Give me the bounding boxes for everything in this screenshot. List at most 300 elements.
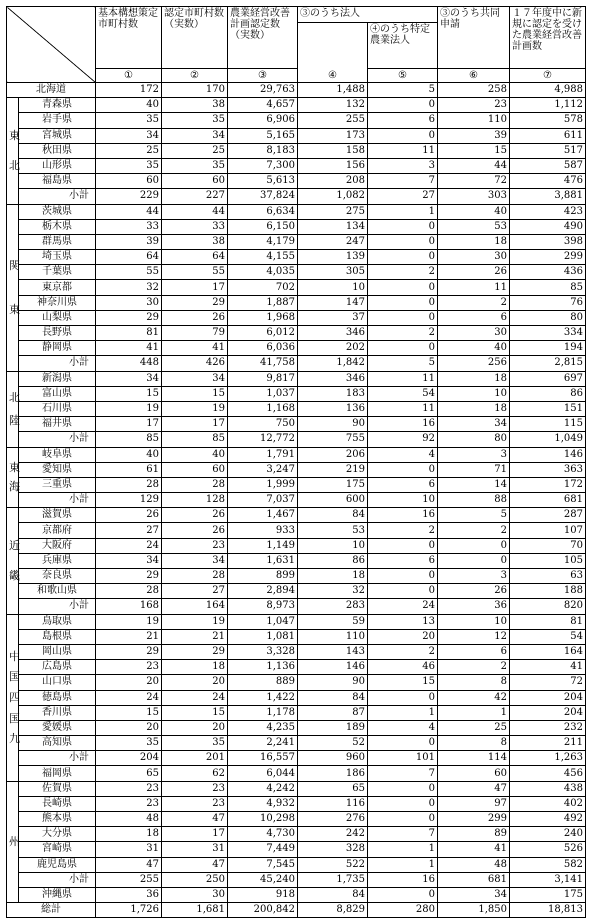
cell-col-4: 84 <box>298 887 368 902</box>
cell-col-2: 17 <box>162 280 228 295</box>
cell-col-2: 28 <box>162 569 228 584</box>
cell-col-4: 65 <box>298 781 368 796</box>
cell-col-6: 44 <box>438 158 510 173</box>
cell-col-7: 423 <box>510 204 586 219</box>
cell-col-1: 18 <box>96 827 162 842</box>
cell-col-3: 1,999 <box>228 477 298 492</box>
cell-col-1: 204 <box>96 751 162 766</box>
cell-col-1: 44 <box>96 204 162 219</box>
cell-col-6: 40 <box>438 341 510 356</box>
cell-col-7: 204 <box>510 690 586 705</box>
row-label: 香川県 <box>19 705 96 720</box>
cell-col-1: 39 <box>96 234 162 249</box>
cell-col-6: 0 <box>438 553 510 568</box>
cell-col-1: 26 <box>96 508 162 523</box>
cell-col-4: 110 <box>298 629 368 644</box>
cell-col-1: 19 <box>96 614 162 629</box>
region-label <box>7 614 19 781</box>
table-row <box>7 189 586 204</box>
row-label: 青森県 <box>19 98 96 113</box>
cell-col-5: 0 <box>368 812 438 827</box>
cell-col-2: 26 <box>162 310 228 325</box>
cell-col-7: 681 <box>510 493 586 508</box>
row-label: 高知県 <box>19 736 96 751</box>
row-label: 小計 <box>19 432 96 447</box>
cell-col-7: 146 <box>510 447 586 462</box>
cell-col-5: 20 <box>368 629 438 644</box>
cell-col-6: 53 <box>438 219 510 234</box>
cell-col-4: 305 <box>298 265 368 280</box>
region-char: 畿 <box>9 569 20 583</box>
cell-col-2: 31 <box>162 842 228 857</box>
table-row <box>7 462 586 477</box>
cell-col-5: 2 <box>368 265 438 280</box>
cell-col-6: 30 <box>438 250 510 265</box>
cell-col-3: 6,044 <box>228 766 298 781</box>
cell-col-6: 1,850 <box>438 903 510 918</box>
cell-col-2: 170 <box>162 83 228 98</box>
region-char: 関 <box>9 259 20 272</box>
cell-col-3: 6,150 <box>228 219 298 234</box>
row-label: 長崎県 <box>19 796 96 811</box>
cell-col-1: 172 <box>96 83 162 98</box>
cell-col-4: 139 <box>298 250 368 265</box>
cell-col-5: 0 <box>368 781 438 796</box>
cell-col-5: 5 <box>368 83 438 98</box>
cell-col-3: 4,657 <box>228 98 298 113</box>
table-row <box>7 675 586 690</box>
table-row <box>7 280 586 295</box>
header-c2: 認定市町村数（実数） <box>162 7 228 69</box>
cell-col-3: 750 <box>228 417 298 432</box>
cell-col-1: 23 <box>96 660 162 675</box>
cell-col-7: 54 <box>510 629 586 644</box>
statistics-table <box>6 6 586 918</box>
table-row <box>7 720 586 735</box>
row-label: 茨城県 <box>19 204 96 219</box>
table-row <box>7 857 586 872</box>
cell-col-5: 7 <box>368 766 438 781</box>
row-label: 秋田県 <box>19 143 96 158</box>
table-row <box>7 553 586 568</box>
cell-col-1: 21 <box>96 629 162 644</box>
cell-col-6: 2 <box>438 523 510 538</box>
cell-col-3: 1,422 <box>228 690 298 705</box>
row-label: 滋賀県 <box>19 508 96 523</box>
table-row <box>7 113 586 128</box>
cell-col-4: 90 <box>298 675 368 690</box>
region-char: 四 <box>9 691 20 705</box>
cell-col-7: 107 <box>510 523 586 538</box>
row-label: 大阪府 <box>19 538 96 553</box>
cell-col-3: 7,449 <box>228 842 298 857</box>
cell-col-4: 53 <box>298 523 368 538</box>
table-row <box>7 736 586 751</box>
cell-col-2: 26 <box>162 508 228 523</box>
cell-col-3: 702 <box>228 280 298 295</box>
cell-col-3: 3,328 <box>228 644 298 659</box>
cell-col-2: 47 <box>162 812 228 827</box>
cell-col-5: 5 <box>368 356 438 371</box>
row-label: 福岡県 <box>19 766 96 781</box>
cell-col-2: 35 <box>162 158 228 173</box>
cell-col-4: 247 <box>298 234 368 249</box>
region-char: 国 <box>9 670 20 684</box>
cell-col-5: 0 <box>368 295 438 310</box>
cell-col-6: 48 <box>438 857 510 872</box>
cell-col-6: 299 <box>438 812 510 827</box>
table-row <box>7 477 586 492</box>
cell-col-5: 27 <box>368 189 438 204</box>
cell-col-3: 4,179 <box>228 234 298 249</box>
row-label: 新潟県 <box>19 371 96 386</box>
cell-col-1: 61 <box>96 462 162 477</box>
cell-col-4: 146 <box>298 660 368 675</box>
cell-col-3: 7,300 <box>228 158 298 173</box>
cell-col-4: 346 <box>298 371 368 386</box>
cell-col-7: 105 <box>510 553 586 568</box>
cell-col-7: 86 <box>510 386 586 401</box>
cell-col-1: 81 <box>96 326 162 341</box>
cell-col-2: 34 <box>162 128 228 143</box>
row-label: 島根県 <box>19 629 96 644</box>
cell-col-6: 8 <box>438 675 510 690</box>
cell-col-5: 4 <box>368 447 438 462</box>
cell-col-3: 9,817 <box>228 371 298 386</box>
cell-col-1: 24 <box>96 690 162 705</box>
table-row <box>7 447 586 462</box>
cell-col-6: 5 <box>438 508 510 523</box>
cell-col-7: 211 <box>510 736 586 751</box>
header-n7: ⑦ <box>510 69 586 83</box>
cell-col-1: 29 <box>96 569 162 584</box>
cell-col-6: 26 <box>438 265 510 280</box>
cell-col-6: 256 <box>438 356 510 371</box>
cell-col-7: 1,263 <box>510 751 586 766</box>
cell-col-6: 114 <box>438 751 510 766</box>
cell-col-4: 328 <box>298 842 368 857</box>
cell-col-3: 1,467 <box>228 508 298 523</box>
region-label <box>7 371 19 447</box>
cell-col-3: 918 <box>228 887 298 902</box>
table-row <box>7 644 586 659</box>
cell-col-3: 8,973 <box>228 599 298 614</box>
row-label: 小計 <box>19 356 96 371</box>
table-row <box>7 310 586 325</box>
row-label: 東京都 <box>19 280 96 295</box>
table-row <box>7 827 586 842</box>
cell-col-6: 72 <box>438 174 510 189</box>
cell-col-2: 29 <box>162 644 228 659</box>
cell-col-2: 23 <box>162 781 228 796</box>
cell-col-6: 2 <box>438 660 510 675</box>
cell-col-1: 15 <box>96 705 162 720</box>
cell-col-6: 3 <box>438 569 510 584</box>
region-char: 東 <box>9 303 20 317</box>
region-char: 陸 <box>9 413 20 427</box>
cell-col-6: 71 <box>438 462 510 477</box>
header-n4: ④ <box>298 69 368 83</box>
cell-col-1: 28 <box>96 584 162 599</box>
cell-col-2: 17 <box>162 827 228 842</box>
region-label <box>7 447 19 508</box>
cell-col-2: 62 <box>162 766 228 781</box>
table-row <box>7 265 586 280</box>
cell-col-4: 116 <box>298 796 368 811</box>
cell-col-7: 41 <box>510 660 586 675</box>
region-char: 州 <box>9 835 20 849</box>
cell-col-7: 334 <box>510 326 586 341</box>
table-row <box>7 523 586 538</box>
cell-col-1: 35 <box>96 113 162 128</box>
cell-col-7: 697 <box>510 371 586 386</box>
cell-col-7: 232 <box>510 720 586 735</box>
row-label: 宮城県 <box>19 128 96 143</box>
cell-col-2: 35 <box>162 113 228 128</box>
row-label: 群馬県 <box>19 234 96 249</box>
cell-col-2: 164 <box>162 599 228 614</box>
cell-col-1: 40 <box>96 98 162 113</box>
header-n1: ① <box>96 69 162 83</box>
cell-col-2: 23 <box>162 538 228 553</box>
cell-col-1: 35 <box>96 158 162 173</box>
row-label: 愛媛県 <box>19 720 96 735</box>
cell-col-5: 46 <box>368 660 438 675</box>
cell-col-5: 0 <box>368 538 438 553</box>
cell-col-4: 275 <box>298 204 368 219</box>
cell-col-1: 15 <box>96 386 162 401</box>
cell-col-3: 1,631 <box>228 553 298 568</box>
table-row <box>7 538 586 553</box>
cell-col-3: 4,155 <box>228 250 298 265</box>
cell-col-7: 204 <box>510 705 586 720</box>
cell-col-2: 44 <box>162 204 228 219</box>
cell-col-1: 33 <box>96 219 162 234</box>
cell-col-3: 5,165 <box>228 128 298 143</box>
cell-col-3: 2,894 <box>228 584 298 599</box>
table-row <box>7 98 586 113</box>
cell-col-2: 33 <box>162 219 228 234</box>
cell-col-6: 25 <box>438 720 510 735</box>
cell-col-2: 38 <box>162 234 228 249</box>
cell-col-5: 6 <box>368 113 438 128</box>
row-label: 熊本県 <box>19 812 96 827</box>
header-c3: 農業経営改善計画認定数（実数） <box>228 7 298 69</box>
cell-col-4: 37 <box>298 310 368 325</box>
cell-col-7: 4,988 <box>510 83 586 98</box>
cell-col-1: 27 <box>96 523 162 538</box>
cell-col-2: 85 <box>162 432 228 447</box>
cell-col-3: 6,036 <box>228 341 298 356</box>
cell-col-4: 18 <box>298 569 368 584</box>
cell-col-1: 255 <box>96 872 162 887</box>
cell-col-7: 438 <box>510 781 586 796</box>
table-row <box>7 781 586 796</box>
row-label: 小計 <box>19 751 96 766</box>
row-label: 富山県 <box>19 386 96 401</box>
cell-col-6: 303 <box>438 189 510 204</box>
cell-col-2: 227 <box>162 189 228 204</box>
table-row <box>7 614 586 629</box>
cell-col-2: 18 <box>162 660 228 675</box>
cell-col-2: 34 <box>162 371 228 386</box>
row-label: 徳島県 <box>19 690 96 705</box>
cell-col-5: 16 <box>368 508 438 523</box>
cell-col-5: 7 <box>368 174 438 189</box>
cell-col-6: 12 <box>438 629 510 644</box>
cell-col-3: 1,178 <box>228 705 298 720</box>
cell-col-2: 23 <box>162 796 228 811</box>
table-row <box>7 356 586 371</box>
cell-col-7: 402 <box>510 796 586 811</box>
header-c4-blank <box>298 23 368 69</box>
cell-col-5: 11 <box>368 401 438 416</box>
table-row <box>7 326 586 341</box>
cell-col-2: 35 <box>162 736 228 751</box>
cell-col-5: 280 <box>368 903 438 918</box>
cell-col-6: 18 <box>438 234 510 249</box>
row-label: 山梨県 <box>19 310 96 325</box>
row-label: 神奈川県 <box>19 295 96 310</box>
cell-col-7: 456 <box>510 766 586 781</box>
region-char: 東 <box>9 129 20 143</box>
cell-col-5: 92 <box>368 432 438 447</box>
row-label: 静岡県 <box>19 341 96 356</box>
cell-col-4: 143 <box>298 644 368 659</box>
cell-col-2: 128 <box>162 493 228 508</box>
cell-col-7: 820 <box>510 599 586 614</box>
cell-col-5: 16 <box>368 417 438 432</box>
row-label: 北海道 <box>7 83 96 98</box>
cell-col-4: 158 <box>298 143 368 158</box>
cell-col-3: 200,842 <box>228 903 298 918</box>
header-c5: ④のうち特定農業法人 <box>368 23 438 69</box>
cell-col-4: 132 <box>298 98 368 113</box>
cell-col-5: 0 <box>368 280 438 295</box>
table-row <box>7 599 586 614</box>
cell-col-5: 0 <box>368 796 438 811</box>
table-row <box>7 629 586 644</box>
cell-col-1: 30 <box>96 295 162 310</box>
table-row <box>7 143 586 158</box>
cell-col-3: 1,968 <box>228 310 298 325</box>
cell-col-6: 26 <box>438 584 510 599</box>
cell-col-4: 219 <box>298 462 368 477</box>
cell-col-4: 1,842 <box>298 356 368 371</box>
cell-col-2: 20 <box>162 720 228 735</box>
cell-col-2: 28 <box>162 477 228 492</box>
cell-col-1: 29 <box>96 310 162 325</box>
cell-col-1: 28 <box>96 477 162 492</box>
cell-col-1: 1,726 <box>96 903 162 918</box>
cell-col-7: 18,813 <box>510 903 586 918</box>
cell-col-3: 16,557 <box>228 751 298 766</box>
cell-col-1: 47 <box>96 857 162 872</box>
header-c6: ③のうち共同申請 <box>438 7 510 69</box>
cell-col-1: 34 <box>96 371 162 386</box>
cell-col-3: 4,035 <box>228 265 298 280</box>
cell-col-1: 40 <box>96 447 162 462</box>
cell-col-6: 47 <box>438 781 510 796</box>
cell-col-2: 21 <box>162 629 228 644</box>
row-label: 石川県 <box>19 401 96 416</box>
row-label: 鹿児島県 <box>19 857 96 872</box>
cell-col-4: 175 <box>298 477 368 492</box>
cell-col-4: 84 <box>298 690 368 705</box>
row-label: 福島県 <box>19 174 96 189</box>
cell-col-5: 6 <box>368 477 438 492</box>
cell-col-3: 4,730 <box>228 827 298 842</box>
cell-col-3: 4,235 <box>228 720 298 735</box>
cell-col-2: 29 <box>162 295 228 310</box>
cell-col-2: 15 <box>162 386 228 401</box>
cell-col-4: 186 <box>298 766 368 781</box>
cell-col-1: 34 <box>96 128 162 143</box>
cell-col-5: 2 <box>368 523 438 538</box>
cell-col-5: 0 <box>368 128 438 143</box>
cell-col-5: 0 <box>368 219 438 234</box>
table-row <box>7 690 586 705</box>
cell-col-3: 1,047 <box>228 614 298 629</box>
row-label: 三重県 <box>19 477 96 492</box>
cell-col-3: 6,634 <box>228 204 298 219</box>
cell-col-4: 960 <box>298 751 368 766</box>
cell-col-7: 611 <box>510 128 586 143</box>
cell-col-1: 36 <box>96 887 162 902</box>
row-label: 岩手県 <box>19 113 96 128</box>
cell-col-6: 0 <box>438 538 510 553</box>
cell-col-4: 59 <box>298 614 368 629</box>
cell-col-7: 85 <box>510 280 586 295</box>
cell-col-1: 55 <box>96 265 162 280</box>
table-row <box>7 705 586 720</box>
cell-col-5: 1 <box>368 204 438 219</box>
cell-col-6: 3 <box>438 447 510 462</box>
cell-col-4: 1,082 <box>298 189 368 204</box>
cell-col-4: 189 <box>298 720 368 735</box>
cell-col-4: 283 <box>298 599 368 614</box>
cell-col-7: 299 <box>510 250 586 265</box>
region-char: 国 <box>9 711 20 725</box>
cell-col-1: 34 <box>96 553 162 568</box>
cell-col-2: 79 <box>162 326 228 341</box>
cell-col-6: 80 <box>438 432 510 447</box>
cell-col-4: 173 <box>298 128 368 143</box>
table-row <box>7 204 586 219</box>
cell-col-6: 41 <box>438 842 510 857</box>
cell-col-7: 526 <box>510 842 586 857</box>
row-label: 福井県 <box>19 417 96 432</box>
cell-col-5: 0 <box>368 98 438 113</box>
table-row <box>7 796 586 811</box>
table-row <box>7 584 586 599</box>
cell-col-1: 29 <box>96 644 162 659</box>
cell-col-5: 1 <box>368 842 438 857</box>
table-row <box>7 751 586 766</box>
cell-col-3: 1,791 <box>228 447 298 462</box>
table-row <box>7 386 586 401</box>
cell-col-6: 18 <box>438 401 510 416</box>
cell-col-3: 1,081 <box>228 629 298 644</box>
cell-col-2: 60 <box>162 462 228 477</box>
row-label: 愛知県 <box>19 462 96 477</box>
cell-col-2: 250 <box>162 872 228 887</box>
row-label: 小計 <box>19 493 96 508</box>
cell-col-6: 10 <box>438 614 510 629</box>
cell-col-7: 1,049 <box>510 432 586 447</box>
table-row <box>7 508 586 523</box>
cell-col-1: 17 <box>96 417 162 432</box>
